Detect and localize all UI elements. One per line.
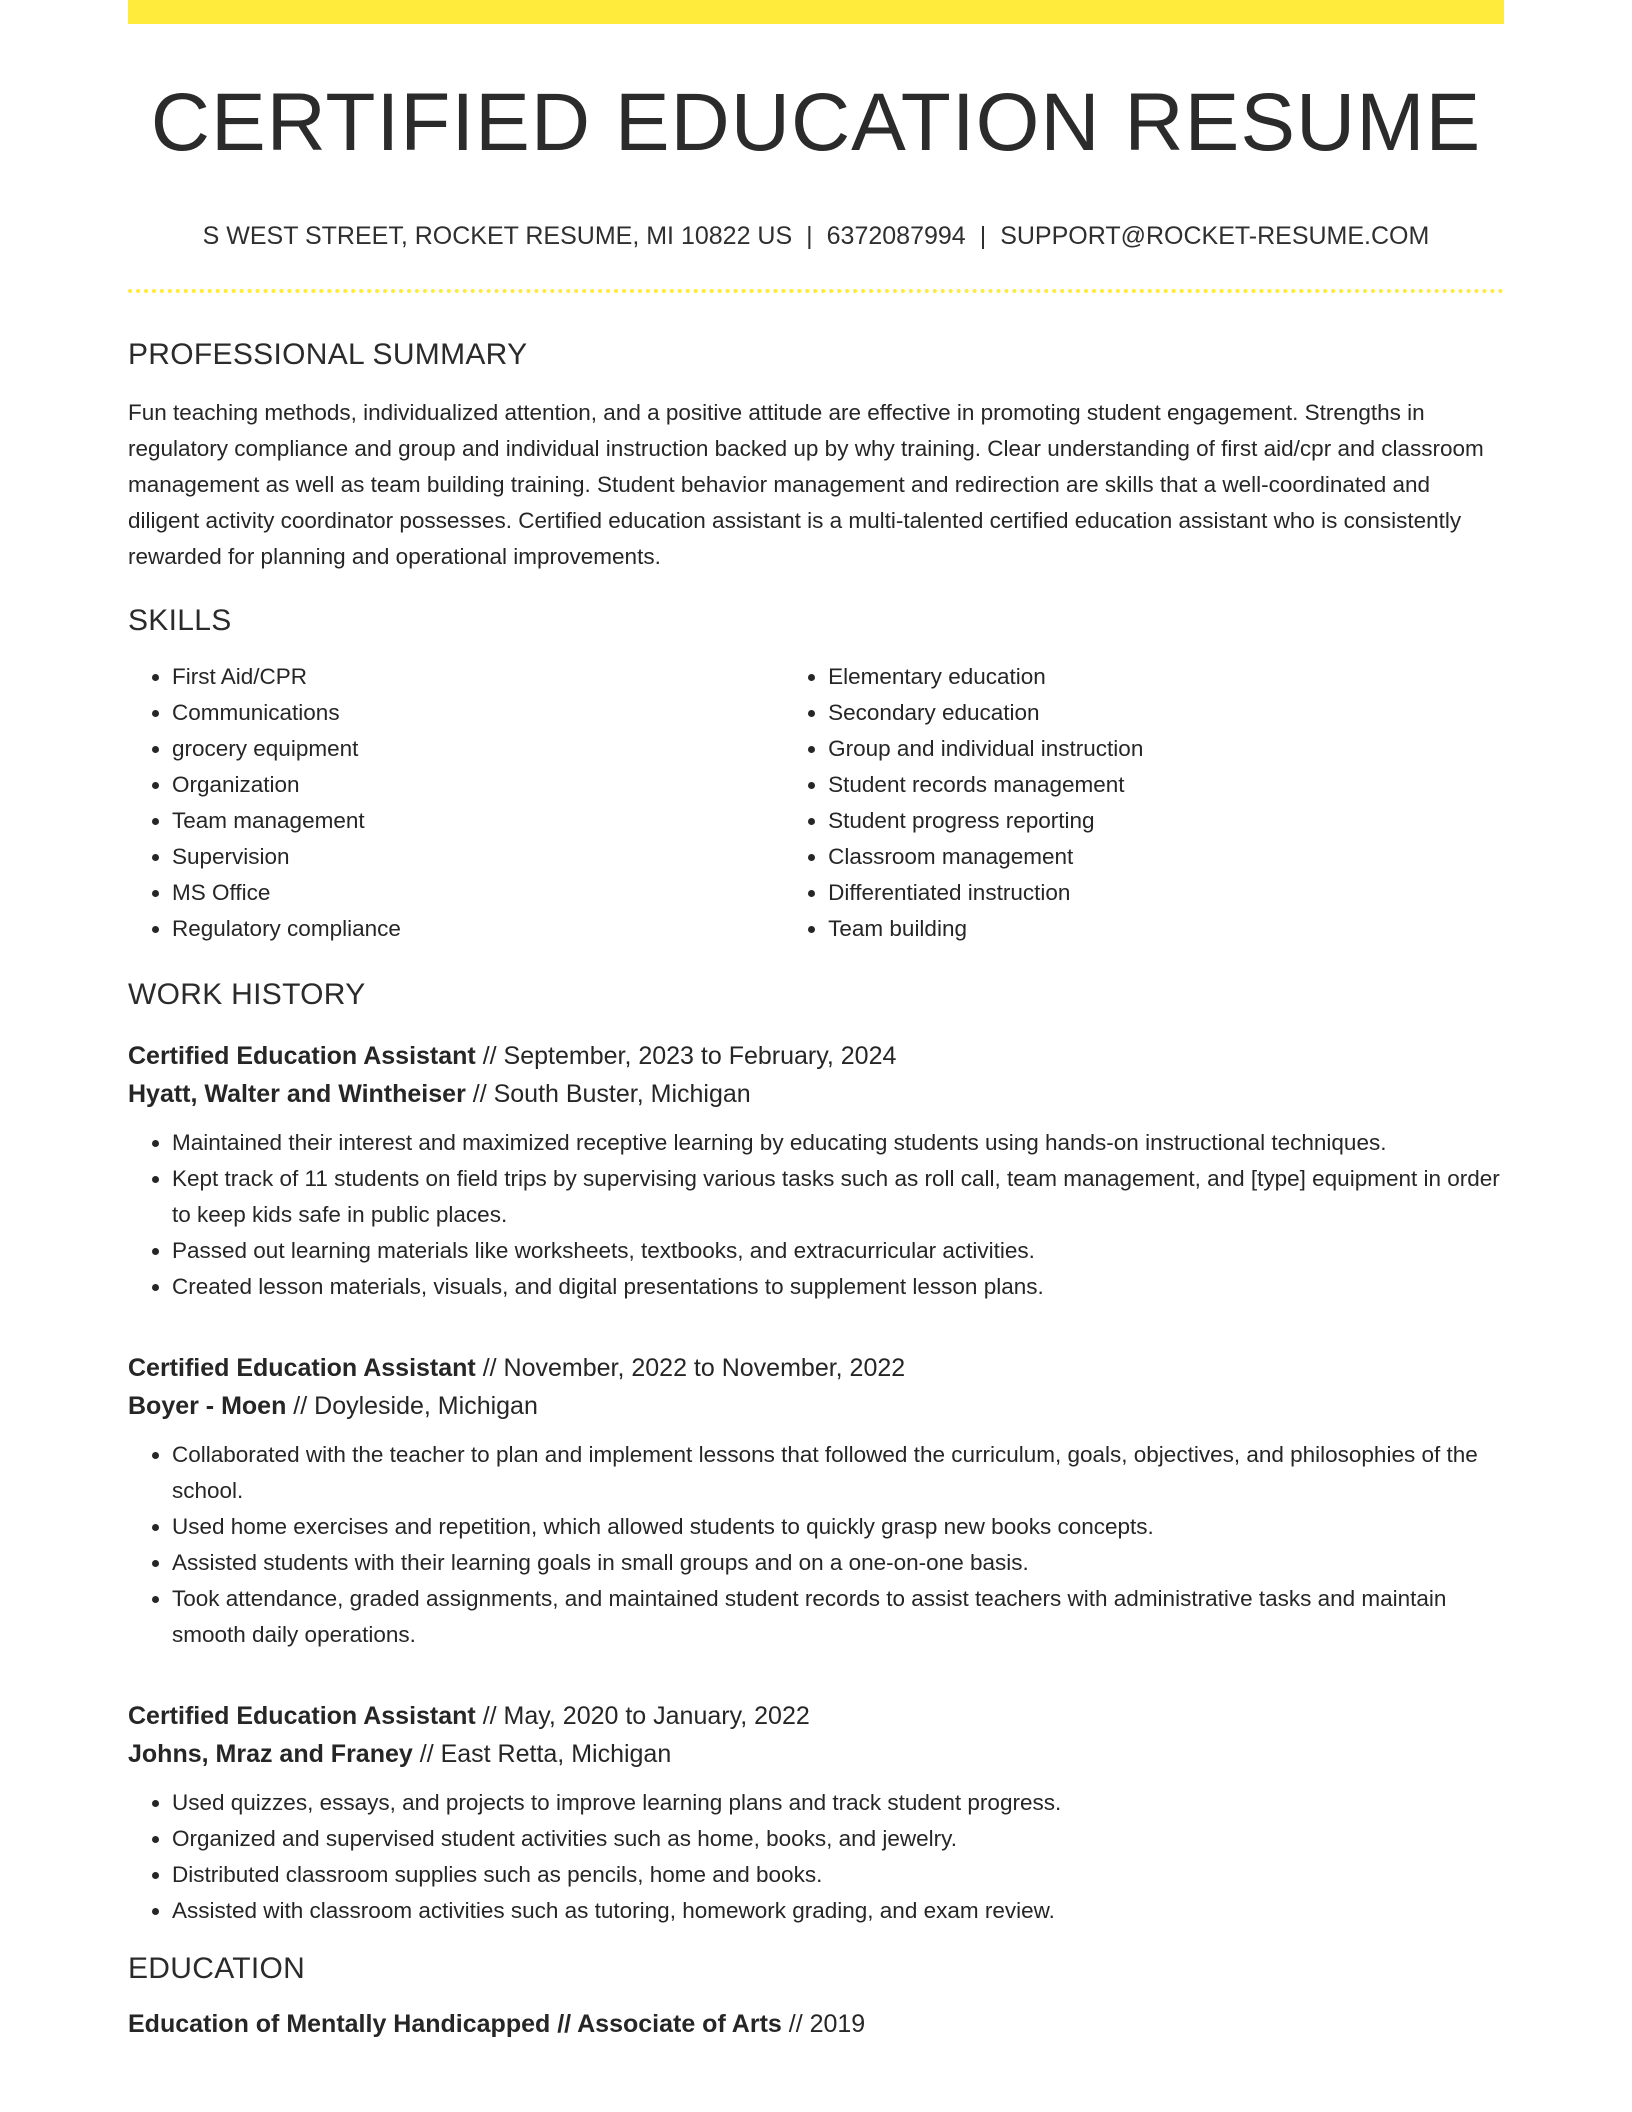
job-company: Johns, Mraz and Franey (128, 1740, 413, 1768)
address: S WEST STREET, ROCKET RESUME, MI 10822 US (202, 222, 793, 250)
skills-section (128, 603, 1504, 947)
job-entry (128, 1697, 1504, 1929)
job-bullet: • Passed out learning materials like worksheets, textbooks, and extracurricular activities. (172, 1233, 1504, 1269)
job-company-line (128, 1075, 1504, 1113)
section-heading-education: EDUCATION (128, 1952, 306, 1985)
job-bullets (128, 1437, 1504, 1653)
job-location: // South Buster, Michigan (465, 1080, 751, 1108)
phone: 6372087994 (826, 222, 966, 250)
job-bullet: • Collaborated with the teacher to plan and implement lessons that followed the curriculum, goals, objectives, and philosophies of the school. (172, 1437, 1504, 1509)
job-company-line (128, 1387, 1504, 1425)
separator: | (979, 222, 987, 250)
resume-title: CERTIFIED EDUCATION RESUME (150, 77, 1482, 168)
job-dates: // September, 2023 to February, 2024 (475, 1042, 897, 1070)
top-accent-bar (128, 0, 1504, 24)
job-title: Certified Education Assistant (128, 1702, 476, 1730)
job-bullet: • Took attendance, graded assignments, and maintained student records to assist teachers with administrative tasks and maintain smooth daily operations. (172, 1581, 1504, 1653)
job-title-line (128, 1349, 1504, 1387)
section-heading-skills: SKILLS (128, 604, 232, 637)
job-bullet: • Kept track of 11 students on field trips by supervising various tasks such as roll call, team management, and [type] equipment in order to keep kids safe in public places. (172, 1161, 1504, 1233)
job-title: Certified Education Assistant (128, 1042, 476, 1070)
summary-section (128, 337, 1504, 575)
job-location: // Doyleside, Michigan (286, 1392, 538, 1420)
work-history-section (128, 977, 1504, 1929)
education-line (128, 2005, 1504, 2043)
job-company: Hyatt, Walter and Wintheiser (128, 1080, 466, 1108)
skill-item: • Organization (172, 767, 784, 803)
contact-line (128, 224, 1504, 249)
email: SUPPORT@ROCKET-RESUME.COM (1000, 222, 1430, 250)
job-bullets (128, 1785, 1504, 1929)
job-company-line (128, 1735, 1504, 1773)
skill-item: • Elementary education (828, 659, 1504, 695)
skill-item: • Team management (172, 803, 784, 839)
job-bullet: • Distributed classroom supplies such as pencils, home and books. (172, 1857, 1504, 1893)
job-title-line (128, 1697, 1504, 1735)
job-location: // East Retta, Michigan (412, 1740, 672, 1768)
job-dates: // May, 2020 to January, 2022 (475, 1702, 810, 1730)
skill-item: • Student records management (828, 767, 1504, 803)
education-year: // 2019 (781, 2010, 866, 2038)
separator: | (806, 222, 813, 250)
skills-list-right (784, 659, 1504, 947)
education-degree: Education of Mentally Handicapped // Associate of Arts (128, 2010, 782, 2038)
dotted-divider (128, 289, 1504, 293)
skills-list-left (128, 659, 784, 947)
skill-item: • Supervision (172, 839, 784, 875)
skill-item: • Secondary education (828, 695, 1504, 731)
skill-item: • First Aid/CPR (172, 659, 784, 695)
job-company: Boyer - Moen (128, 1392, 287, 1420)
skill-item: • MS Office (172, 875, 784, 911)
summary-text: Fun teaching methods, individualized attention, and a positive attitude are effective in promoting student engagement. Strengths in regulatory compliance and group and individual instruction backed up by why training. Clear understanding of first aid/cpr and classroom management as well as team building training. Student behavior management and redirection are skills that a well-coordinated and diligent activity coordinator possesses. Certified education assistant is a multi-talented certified education assistant who is consistently rewarded for planning and operational improvements. (128, 400, 1484, 569)
education-section (128, 1951, 1504, 2043)
skill-item: • Group and individual instruction (828, 731, 1504, 767)
job-bullet: • Maintained their interest and maximized receptive learning by educating students using hands-on instructional techniques. (172, 1125, 1504, 1161)
job-bullet: • Assisted with classroom activities such as tutoring, homework grading, and exam review. (172, 1893, 1504, 1929)
skill-item: • Classroom management (828, 839, 1504, 875)
skill-item: • Regulatory compliance (172, 911, 784, 947)
job-entry (128, 1037, 1504, 1305)
skill-item: • Team building (828, 911, 1504, 947)
section-heading-summary: PROFESSIONAL SUMMARY (128, 338, 528, 371)
skill-item: • Differentiated instruction (828, 875, 1504, 911)
skills-columns (128, 659, 1504, 947)
skill-item: • Communications (172, 695, 784, 731)
job-bullet: • Assisted students with their learning goals in small groups and on a one-on-one basis. (172, 1545, 1504, 1581)
job-dates: // November, 2022 to November, 2022 (475, 1354, 906, 1382)
job-bullet: • Organized and supervised student activities such as home, books, and jewelry. (172, 1821, 1504, 1857)
job-bullet: • Created lesson materials, visuals, and digital presentations to supplement lesson plans. (172, 1269, 1504, 1305)
resume-page (128, 0, 1504, 2043)
job-bullet: • Used home exercises and repetition, which allowed students to quickly grasp new books concepts. (172, 1509, 1504, 1545)
skill-item: • grocery equipment (172, 731, 784, 767)
job-entry (128, 1349, 1504, 1653)
job-bullets (128, 1125, 1504, 1305)
job-bullet: • Used quizzes, essays, and projects to improve learning plans and track student progress. (172, 1785, 1504, 1821)
section-heading-work-history: WORK HISTORY (128, 978, 366, 1011)
job-title: Certified Education Assistant (128, 1354, 476, 1382)
skill-item: • Student progress reporting (828, 803, 1504, 839)
job-title-line (128, 1037, 1504, 1075)
